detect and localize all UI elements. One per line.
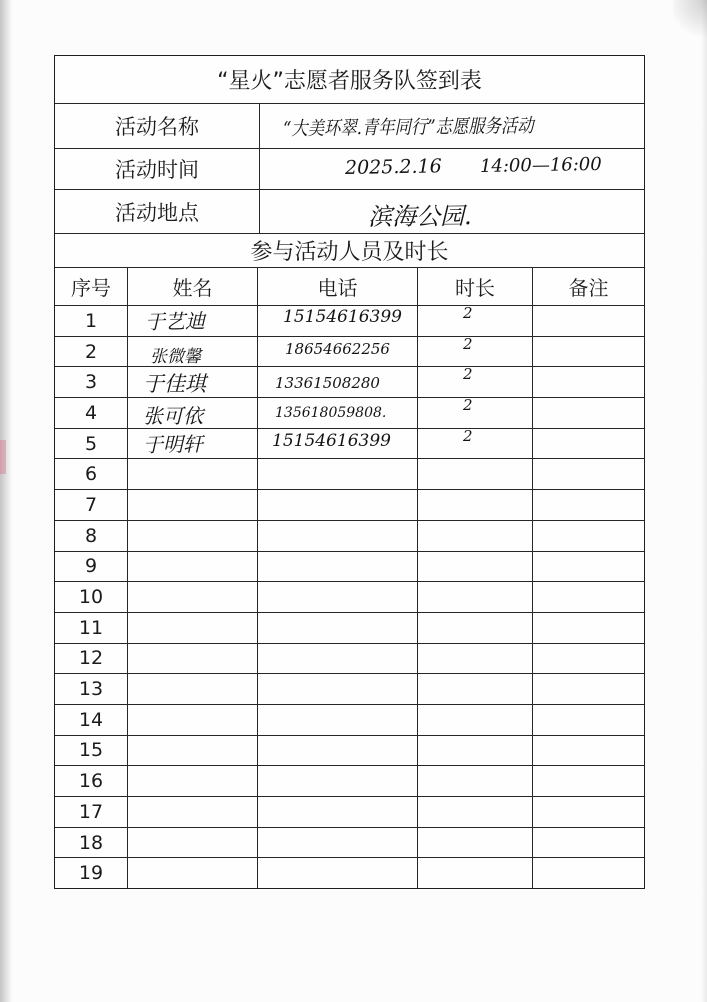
name-cell [128,306,258,336]
row-number: 17 [55,797,128,827]
table-title: “星火”志愿者服务队签到表 [217,69,482,94]
note-cell [533,613,644,643]
row-number: 10 [55,582,128,612]
phone-cell [258,429,418,459]
participant-phone: 13361508280 [275,374,380,393]
phone-cell [258,858,418,888]
table-row [55,612,644,643]
participant-name: 于明轩 [142,432,204,458]
table-row [55,305,644,336]
hours-cell [418,858,533,888]
phone-cell [258,736,418,766]
paper-edge-mark [0,440,6,474]
header-note: 备注 [568,276,609,300]
table-row [55,551,644,582]
row-number: 7 [55,490,128,520]
header-hours: 时长 [418,268,533,305]
table-row [55,796,644,827]
note-cell [533,521,644,551]
table-row [55,428,644,459]
participant-phone: 15154616399 [283,306,402,327]
table-row [55,581,644,612]
note-cell [533,858,644,888]
table-row [55,827,644,858]
participant-phone: 15154616399 [272,430,391,451]
hours-cell [418,705,533,735]
hours-cell [418,334,533,367]
table-row [55,704,644,735]
row-number: 12 [55,644,128,674]
row-number: 16 [55,766,128,796]
table-header-row [55,267,644,305]
table-row [55,857,644,888]
table-row [55,673,644,704]
activity-place-row [55,189,644,233]
hours-cell [418,797,533,827]
name-cell [128,828,258,858]
hours-cell [418,582,533,612]
participant-name: 张微馨 [150,347,201,368]
hours-cell [418,426,533,459]
paper-right-shadow [701,0,707,1002]
name-cell [128,705,258,735]
participant-hours: 2 [463,303,473,322]
table-row [55,458,644,489]
participant-phone: 135618059808. [275,404,387,421]
row-number: 19 [55,858,128,888]
table-row [55,336,644,367]
note-cell [533,490,644,520]
row-number: 6 [55,459,128,489]
hours-cell [418,521,533,551]
name-cell [128,552,258,582]
phone-cell [258,459,418,489]
note-cell [533,582,644,612]
hours-cell [418,490,533,520]
row-number: 18 [55,828,128,858]
name-cell [128,429,258,459]
header-name: 姓名 [128,268,258,305]
participant-name: 于艺迪 [144,309,206,335]
row-number: 14 [55,705,128,735]
hours-cell [418,367,533,397]
hours-cell [418,674,533,704]
note-cell [533,306,644,336]
sign-in-table [54,55,645,889]
activity-name-row [55,103,644,148]
participant-name: 于佳琪 [143,372,206,397]
table-row [55,520,644,551]
hours-cell [418,552,533,582]
table-row [55,489,644,520]
table-row [55,397,644,428]
hours-cell [418,303,533,336]
name-cell [128,459,258,489]
participants-section-row [55,233,644,267]
row-number: 2 [55,337,128,367]
activity-place-value-cell [260,190,644,233]
note-cell [533,705,644,735]
name-cell [128,644,258,674]
row-number: 13 [55,674,128,704]
phone-cell [258,613,418,643]
phone-cell [258,674,418,704]
hours-cell [418,736,533,766]
note-cell [533,367,644,397]
name-cell [128,337,258,367]
name-cell [128,490,258,520]
participant-hours: 2 [463,334,473,353]
title-row [55,56,644,103]
name-cell [128,367,258,397]
name-cell [128,398,258,428]
note-cell [533,552,644,582]
phone-cell [258,797,418,827]
row-number: 11 [55,613,128,643]
hours-cell [418,644,533,674]
name-cell [128,521,258,551]
participant-name: 张可依 [143,404,203,429]
row-number: 5 [55,429,128,459]
table-row [55,643,644,674]
phone-cell [258,828,418,858]
activity-place-value: 滨海公园. [367,202,472,231]
phone-cell [258,367,418,397]
phone-cell [258,766,418,796]
row-number: 3 [55,367,128,397]
hours-cell [418,395,533,428]
participant-hours: 2 [463,395,473,414]
table-row [55,735,644,766]
activity-date-value: 2025.2.16 [344,155,442,179]
phone-cell [258,337,418,367]
table-row [55,366,644,397]
participant-phone: 18654662256 [285,339,390,358]
name-cell [128,674,258,704]
row-number: 8 [55,521,128,551]
paper-edge-shadow [0,0,12,1002]
note-cell [533,674,644,704]
table-row [55,765,644,796]
phone-cell [258,705,418,735]
participants-section-title: 参与活动人员及时长 [250,240,449,265]
phone-cell [258,306,418,336]
participant-hours: 2 [463,365,473,384]
phone-cell [258,644,418,674]
activity-name-label: 活动名称 [55,104,260,148]
hours-cell [418,766,533,796]
activity-time-value-cell [260,149,644,189]
phone-cell [258,398,418,428]
hours-cell [418,828,533,858]
phone-cell [258,582,418,612]
activity-name-value-cell [260,104,644,148]
note-cell [533,398,644,428]
note-cell [533,429,644,459]
name-cell [128,797,258,827]
participant-hours: 2 [463,426,473,445]
name-cell [128,858,258,888]
note-cell [533,337,644,367]
phone-cell [258,490,418,520]
activity-time-row [55,148,644,189]
row-number: 15 [55,736,128,766]
note-cell [533,828,644,858]
name-cell [128,613,258,643]
note-cell [533,736,644,766]
activity-name-value: “大美环翠.青年同行”志愿服务活动 [282,114,534,140]
note-cell [533,644,644,674]
row-number: 4 [55,398,128,428]
activity-place-label: 活动地点 [55,190,260,233]
row-number: 1 [55,306,128,336]
activity-time-value: 14:00—16:00 [479,153,602,177]
phone-cell [258,552,418,582]
name-cell [128,582,258,612]
header-phone: 电话 [258,268,418,305]
phone-cell [258,521,418,551]
header-number: 序号 [55,268,128,305]
note-cell [533,459,644,489]
hours-cell [418,613,533,643]
name-cell [128,736,258,766]
hours-cell [418,459,533,489]
row-number: 9 [55,552,128,582]
activity-time-label: 活动时间 [55,149,260,189]
note-cell [533,766,644,796]
note-cell [533,797,644,827]
name-cell [128,766,258,796]
